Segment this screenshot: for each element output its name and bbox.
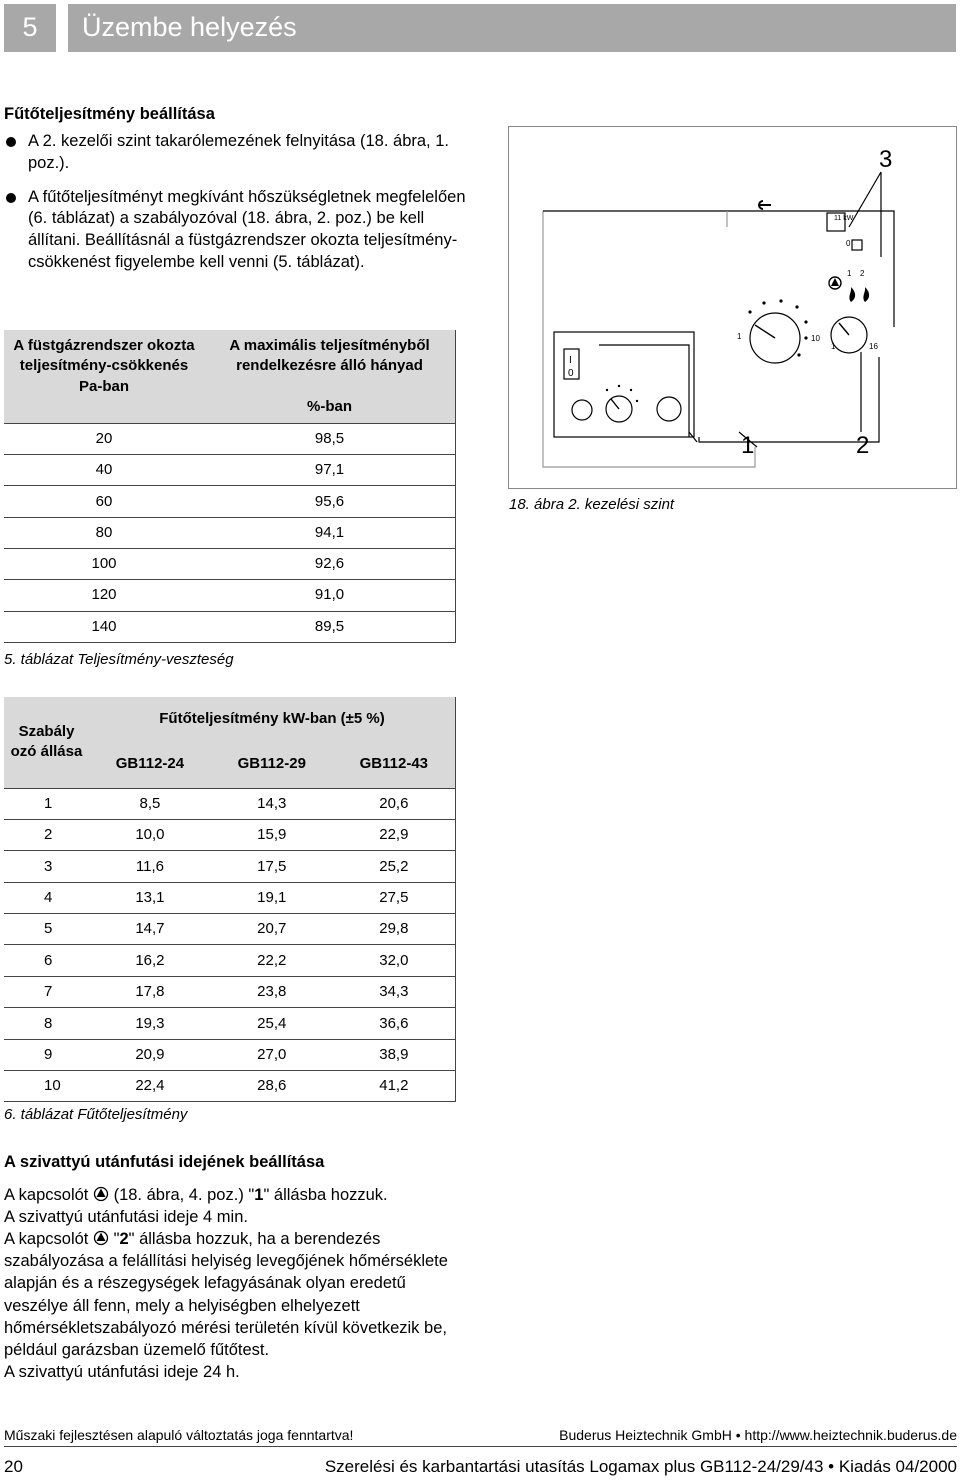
page-number: 20 bbox=[4, 1457, 23, 1476]
table-cell: 14,7 bbox=[89, 914, 211, 945]
table-cell: 5 bbox=[4, 914, 89, 945]
flame-icon bbox=[849, 287, 869, 302]
table-cell: 9 bbox=[4, 1039, 89, 1070]
table-row bbox=[4, 611, 456, 642]
table-power-loss bbox=[4, 330, 456, 643]
table-cell: 29,8 bbox=[333, 914, 456, 945]
table-cell: 7 bbox=[4, 976, 89, 1007]
table-cell: 20,6 bbox=[333, 788, 456, 819]
instruction-list bbox=[4, 131, 474, 286]
table-cell: 1 bbox=[4, 788, 89, 819]
figure-control-panel bbox=[508, 126, 957, 489]
table-cell: 94,1 bbox=[204, 517, 456, 548]
callout-3: 3 bbox=[879, 146, 893, 173]
table6-caption: 6. táblázat Fűtőteljesítmény bbox=[4, 1106, 188, 1123]
table-cell: 38,9 bbox=[333, 1039, 456, 1070]
table-cell: 13,1 bbox=[89, 882, 211, 913]
control-panel-drawing bbox=[509, 127, 958, 490]
svg-text:1: 1 bbox=[847, 269, 852, 278]
table-cell: 20,9 bbox=[89, 1039, 211, 1070]
svg-text:I: I bbox=[569, 355, 572, 366]
footer-divider bbox=[4, 1446, 957, 1447]
table-row bbox=[4, 1039, 456, 1070]
svg-text:10: 10 bbox=[811, 334, 820, 343]
table-cell: 3 bbox=[4, 851, 89, 882]
table-cell: 41,2 bbox=[333, 1071, 456, 1102]
table-cell: 140 bbox=[4, 611, 204, 642]
chapter-title: Üzembe helyezés bbox=[68, 4, 956, 52]
table-row bbox=[4, 851, 456, 882]
table-row bbox=[4, 1071, 456, 1102]
table5-caption: 5. táblázat Teljesítmény-veszteség bbox=[4, 651, 234, 668]
table-cell: 19,3 bbox=[89, 1008, 211, 1039]
table-cell: 14,3 bbox=[211, 788, 333, 819]
table-cell: 20,7 bbox=[211, 914, 333, 945]
bullet-icon bbox=[6, 137, 16, 147]
table-cell: 20 bbox=[4, 423, 204, 454]
table-cell: 89,5 bbox=[204, 611, 456, 642]
table-cell: 19,1 bbox=[211, 882, 333, 913]
table-cell: 10 bbox=[4, 1071, 89, 1102]
table-cell: 17,5 bbox=[211, 851, 333, 882]
table-cell: 92,6 bbox=[204, 548, 456, 579]
pump-icon bbox=[93, 1186, 109, 1202]
svg-text:2: 2 bbox=[860, 269, 865, 278]
svg-text:16: 16 bbox=[869, 342, 878, 351]
table-cell: 22,4 bbox=[89, 1071, 211, 1102]
svg-text:1: 1 bbox=[831, 342, 836, 351]
table5-header-col1: A füstgázrendszer okozta teljesítmény-csökkenés Pa-ban bbox=[4, 330, 204, 423]
table5-header-col2: A maximális teljesítményből rendelkezésre álló hányad %-ban bbox=[204, 330, 456, 423]
wrench-icon bbox=[759, 201, 771, 209]
footer-disclaimer: Műszaki fejlesztésen alapuló változtatás joga fenntartva! bbox=[4, 1427, 354, 1443]
table-cell: 36,6 bbox=[333, 1008, 456, 1039]
table-cell: 6 bbox=[4, 945, 89, 976]
table6-header-group: Fűtőteljesítmény kW-ban (±5 %) bbox=[89, 697, 456, 741]
table-row bbox=[4, 819, 456, 850]
table-cell: 17,8 bbox=[89, 976, 211, 1007]
table-row bbox=[4, 945, 456, 976]
instruction-item: A fűtőteljesítményt megkívánt hőszükségletnek megfelelően (6. táblázat) a szabályozóval (18. ábra, 2. poz.) be kell állítani. Beállításnál a füstgázrendszer okozta teljesítmény-csökkenést figyelembe kell venni (5. táblázat). bbox=[4, 187, 474, 274]
table-row bbox=[4, 517, 456, 548]
table6-header-model: GB112-24 bbox=[89, 741, 211, 788]
table-row bbox=[4, 580, 456, 611]
table-cell: 22,2 bbox=[211, 945, 333, 976]
table-cell: 34,3 bbox=[333, 976, 456, 1007]
section-title-pump-overrun: A szivattyú utánfutási idejének beállítása bbox=[4, 1153, 325, 1171]
table6-header-setting: Szabály ozó állása bbox=[4, 697, 89, 788]
table-cell: 27,5 bbox=[333, 882, 456, 913]
table-cell: 91,0 bbox=[204, 580, 456, 611]
table-cell: 27,0 bbox=[211, 1039, 333, 1070]
table-cell: 2 bbox=[4, 819, 89, 850]
table-cell: 22,9 bbox=[333, 819, 456, 850]
section-title-heating-output: Fűtőteljesítmény beállítása bbox=[4, 105, 215, 123]
table6-header-model: GB112-29 bbox=[211, 741, 333, 788]
table-cell: 23,8 bbox=[211, 976, 333, 1007]
table-row bbox=[4, 788, 456, 819]
table-cell: 60 bbox=[4, 486, 204, 517]
footer-doc-title: Szerelési és karbantartási utasítás Logamax plus GB112-24/29/43 • Kiadás 04/2000 bbox=[324, 1457, 957, 1476]
table-row bbox=[4, 455, 456, 486]
callout-2: 2 bbox=[856, 432, 870, 459]
callout-1: 1 bbox=[741, 432, 755, 459]
instruction-item: A 2. kezelői szint takarólemezének felnyitása (18. ábra, 1. poz.). bbox=[4, 131, 474, 175]
table-cell: 25,2 bbox=[333, 851, 456, 882]
footer-company: Buderus Heiztechnik GmbH • http://www.heiztechnik.buderus.de bbox=[559, 1427, 957, 1443]
table6-header-model: GB112-43 bbox=[333, 741, 456, 788]
pump-overrun-text: A kapcsolót (18. ábra, 4. poz.) "1" állásba hozzuk. A szivattyú utánfutási ideje 4 min. A kapcsolót "2" állásba hozzuk, ha a berendezés szabályozása a felállítási helyiség levegőjének hőmérséklete alapján és a részegységek lefagyásának olyan eredetű veszélye áll fenn, mely a helyiségben elhelyezett hőmérsékletszabályozó mérési területén kívül következik be, például garázsban üzemelő fűtőtest. A szivattyú utánfutási ideje 24 h. bbox=[4, 1186, 448, 1381]
svg-text:11 kW: 11 kW bbox=[834, 215, 854, 222]
table-cell: 4 bbox=[4, 882, 89, 913]
table-row bbox=[4, 423, 456, 454]
table-heating-output bbox=[4, 697, 456, 1102]
table-cell: 40 bbox=[4, 455, 204, 486]
table-cell: 16,2 bbox=[89, 945, 211, 976]
table-cell: 10,0 bbox=[89, 819, 211, 850]
table-row bbox=[4, 1008, 456, 1039]
table-cell: 97,1 bbox=[204, 455, 456, 486]
table-cell: 11,6 bbox=[89, 851, 211, 882]
table-cell: 95,6 bbox=[204, 486, 456, 517]
pump-icon bbox=[829, 277, 841, 289]
table-row bbox=[4, 914, 456, 945]
svg-text:1: 1 bbox=[737, 332, 742, 341]
bullet-icon bbox=[6, 193, 16, 203]
table-cell: 100 bbox=[4, 548, 204, 579]
table-cell: 80 bbox=[4, 517, 204, 548]
table-cell: 25,4 bbox=[211, 1008, 333, 1039]
table-cell: 15,9 bbox=[211, 819, 333, 850]
table-cell: 8,5 bbox=[89, 788, 211, 819]
svg-text:0: 0 bbox=[568, 368, 574, 379]
table-row bbox=[4, 486, 456, 517]
chapter-number: 5 bbox=[4, 4, 56, 52]
table-row bbox=[4, 548, 456, 579]
pump-icon bbox=[93, 1230, 109, 1246]
table-cell: 120 bbox=[4, 580, 204, 611]
table-cell: 8 bbox=[4, 1008, 89, 1039]
table-row bbox=[4, 882, 456, 913]
figure18-caption: 18. ábra 2. kezelési szint bbox=[509, 496, 675, 513]
table-cell: 98,5 bbox=[204, 423, 456, 454]
table-cell: 28,6 bbox=[211, 1071, 333, 1102]
table-cell: 32,0 bbox=[333, 945, 456, 976]
table-row bbox=[4, 976, 456, 1007]
svg-text:0: 0 bbox=[846, 239, 851, 248]
